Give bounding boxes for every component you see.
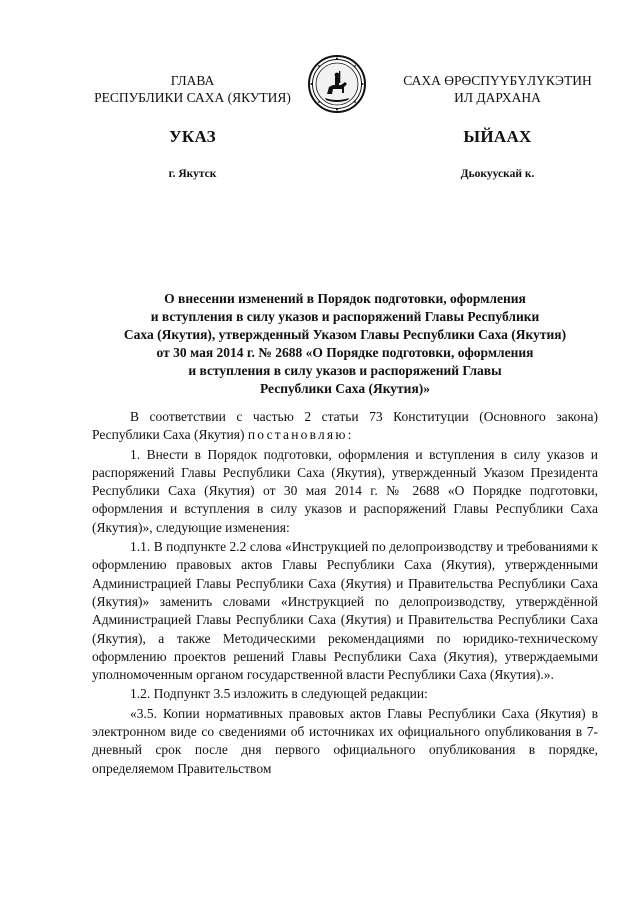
document-type-yakut: ЫЙААХ xyxy=(463,127,532,146)
body-paragraph: 1.1. В подпункте 2.2 слова «Инструкцией по делопроизводству и требованиями к оформлению правовых актов Главы Республики Саха (Якутия), утвержденными Администрацией Главы Республики Саха (Якутия) и Правительства Республики Саха (Якутия)» заменить словами «Инструкцией по делопроизводству, утверждённой Администрацией Главы Республики Саха (Якутия) и Правительства Республики Саха (Якутия), а также Методическими рекомендациями по юридико-техническому оформлению проектов решений Главы Республики Саха (Якутия), утверждаемыми уполномоченным органом государственной власти Республики Саха (Якутия).». xyxy=(92,539,598,683)
decree-title xyxy=(92,290,598,398)
place-russian: г. Якутск xyxy=(168,168,217,180)
body-paragraph: «3.5. Копии нормативных правовых актов Главы Республики Саха (Якутия) в электронном виде со сведениями об источниках их официального опубликования в 7-дневный срок после дня первого официального опубликования в порядке, определяемом Правительством xyxy=(92,705,598,776)
title-line: О внесении изменений в Порядок подготовки, оформления xyxy=(164,291,526,306)
decree-body xyxy=(92,408,598,778)
issuer-line-1: ГЛАВА xyxy=(170,73,215,88)
title-line: Республики Саха (Якутия)» xyxy=(259,381,430,396)
title-line: от 30 мая 2014 г. № 2688 «О Порядке подготовки, оформления xyxy=(156,345,534,360)
body-paragraph: 1.2. Подпункт 3.5 изложить в следующей редакции: xyxy=(130,686,428,702)
title-line: Саха (Якутия), утвержденный Указом Главы Республики Саха (Якутия) xyxy=(123,327,567,342)
title-line: и вступления в силу указов и распоряжений Главы xyxy=(188,363,502,378)
resolve-word: постановляю: xyxy=(247,427,354,443)
issuer-header-yakut xyxy=(395,72,600,106)
document-type-russian: УКАЗ xyxy=(169,127,216,146)
intro-paragraph xyxy=(92,408,598,445)
intro-text: В соответствии с частью 2 статьи 73 Конституции (Основного закона) Республики Саха (Якутия) xyxy=(92,409,598,443)
coat-of-arms-emblem-icon xyxy=(307,54,367,114)
issuer-line-2-yakut: ИЛ ДАРХАНА xyxy=(454,90,541,105)
place-yakut: Дьокуускай к. xyxy=(460,168,535,180)
issuer-line-2: РЕСПУБЛИКИ САХА (ЯКУТИЯ) xyxy=(94,90,291,105)
issuer-header-russian xyxy=(80,72,305,106)
body-paragraph: 1. Внести в Порядок подготовки, оформления и вступления в силу указов и распоряжений Главы Республики Саха (Якутия), утвержденный Указом Президента Республики Саха (Якутия) от 30 мая 2014 г. № 2688 «О Порядке подготовки, оформления и вступления в силу указов и распоряжений Главы Республики Саха (Якутия)», следующие изменения: xyxy=(92,446,598,535)
title-line: и вступления в силу указов и распоряжений Главы Республики xyxy=(150,309,540,324)
issuer-line-1-yakut: САХА ӨРӨСПҮҮБҮЛҮКЭТИН xyxy=(403,73,592,88)
